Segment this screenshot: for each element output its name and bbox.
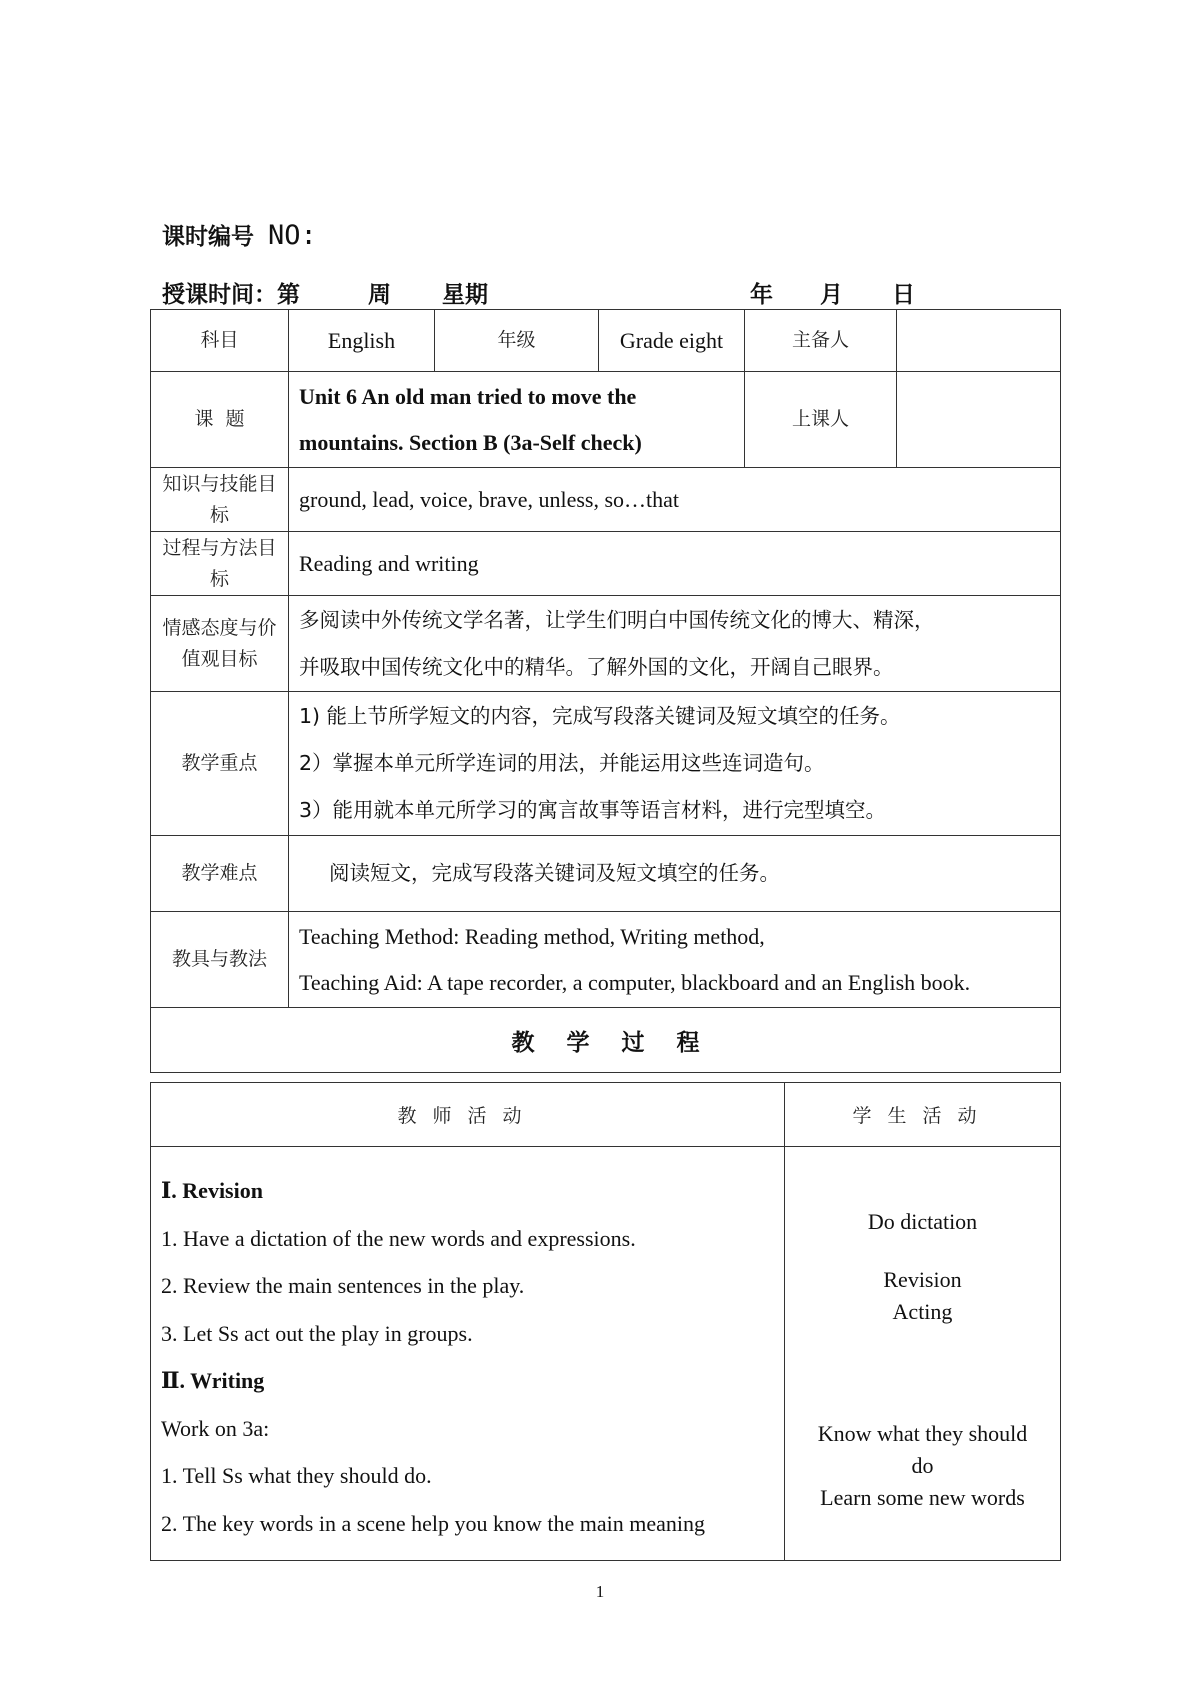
key-points-label: 教学重点 (151, 692, 289, 836)
teacher-activities (151, 1147, 785, 1561)
lesson-info-table (150, 309, 1061, 1073)
knowledge-value: ground, lead, voice, brave, unless, so…that (289, 468, 1061, 532)
lesson-time-line (162, 276, 962, 306)
knowledge-row (151, 468, 1061, 532)
emotion-line: 多阅读中外传统文学名著，让学生们明白中国传统文化的博大、精深， (299, 607, 935, 632)
emotion-row (151, 596, 1061, 692)
topic-line: Unit 6 An old man tried to move the (299, 383, 637, 409)
teacher-activity-item: 3. Let Ss act out the play in groups. (161, 1320, 473, 1346)
difficulty-label: 教学难点 (151, 836, 289, 912)
lesson-time-label: 授课时间：第 (162, 281, 300, 308)
grade-value: Grade eight (599, 310, 745, 372)
process-title-row (151, 1008, 1061, 1073)
subject-value: English (289, 310, 435, 372)
process-title: 教学过程 (151, 1008, 1061, 1073)
student-activity-item: Know what they should (817, 1421, 1028, 1446)
student-activities (785, 1147, 1061, 1561)
process-heading-row (151, 1083, 1061, 1147)
topic-row (151, 372, 1061, 468)
emotion-line: 并吸取中国传统文化中的精华。了解外国的文化，开阔自己眼界。 (299, 654, 894, 679)
lesson-number-line (162, 218, 317, 251)
method-line: Teaching Aid: A tape recorder, a computer, blackboard and an English book. (299, 969, 971, 995)
teacher-activity-item: Work on 3a: (161, 1415, 270, 1441)
student-activity-heading: 学生活动 (785, 1083, 1061, 1147)
student-activity-item: Learn some new words (820, 1485, 1025, 1510)
key-point: 1) 能上节所学短文的内容，完成写段落关键词及短文填空的任务。 (299, 704, 901, 728)
student-activity-item: Acting (892, 1299, 953, 1324)
lecturer-value (897, 372, 1061, 468)
process-goal-label: 过程与方法目标 (151, 532, 289, 596)
emotion-value (289, 596, 1061, 692)
page-number: 1 (595, 1582, 605, 1601)
key-points-value (289, 692, 1061, 836)
key-point: 2）掌握本单元所学连词的用法，并能运用这些连词造句。 (299, 751, 825, 775)
teacher-section-heading: Ⅱ. Writing (161, 1368, 265, 1393)
student-activity-item: Revision (883, 1267, 962, 1292)
subject-label: 科目 (151, 310, 289, 372)
topic-label: 课 题 (151, 372, 289, 468)
weekday-label: 星期 (442, 281, 488, 308)
teacher-activity-heading: 教师活动 (151, 1083, 785, 1147)
process-goal-row (151, 532, 1061, 596)
teacher-activity-item: 1. Have a dictation of the new words and expressions. (161, 1225, 636, 1251)
lesson-number-label: 课时编号 (162, 223, 254, 250)
grade-label: 年级 (435, 310, 599, 372)
preparer-label: 主备人 (745, 310, 897, 372)
teacher-section-heading: Ⅰ. Revision (161, 1178, 263, 1203)
week-label: 周 (368, 281, 391, 308)
knowledge-label: 知识与技能目标 (151, 468, 289, 532)
process-table (150, 1082, 1061, 1561)
process-goal-value: Reading and writing (289, 532, 1061, 596)
student-activity-item: do (911, 1453, 934, 1478)
difficulty-row (151, 836, 1061, 912)
teacher-activity-item: 2. The key words in a scene help you know the main meaning (161, 1510, 705, 1536)
year-label: 年 (750, 281, 773, 308)
topic-value (289, 372, 745, 468)
lesson-number-value: NO: (268, 220, 317, 251)
month-label: 月 (820, 281, 843, 308)
method-row (151, 912, 1061, 1008)
lecturer-label: 上课人 (745, 372, 897, 468)
teacher-activity-item: 1. Tell Ss what they should do. (161, 1463, 432, 1488)
difficulty-value: 阅读短文，完成写段落关键词及短文填空的任务。 (289, 836, 1061, 912)
topic-line: mountains. Section B (3a-Self check) (299, 429, 642, 455)
teacher-activity-item: 2. Review the main sentences in the play. (161, 1273, 525, 1298)
subject-row (151, 310, 1061, 372)
preparer-value (897, 310, 1061, 372)
emotion-label: 情感态度与价值观目标 (151, 596, 289, 692)
key-points-row (151, 692, 1061, 836)
day-label: 日 (892, 281, 915, 308)
key-point: 3）能用就本单元所学习的寓言故事等语言材料，进行完型填空。 (299, 798, 887, 822)
method-label: 教具与教法 (151, 912, 289, 1008)
method-line: Teaching Method: Reading method, Writing method, (299, 923, 765, 949)
student-activity-item: Do dictation (867, 1209, 978, 1234)
process-content-row (151, 1147, 1061, 1561)
method-value (289, 912, 1061, 1008)
